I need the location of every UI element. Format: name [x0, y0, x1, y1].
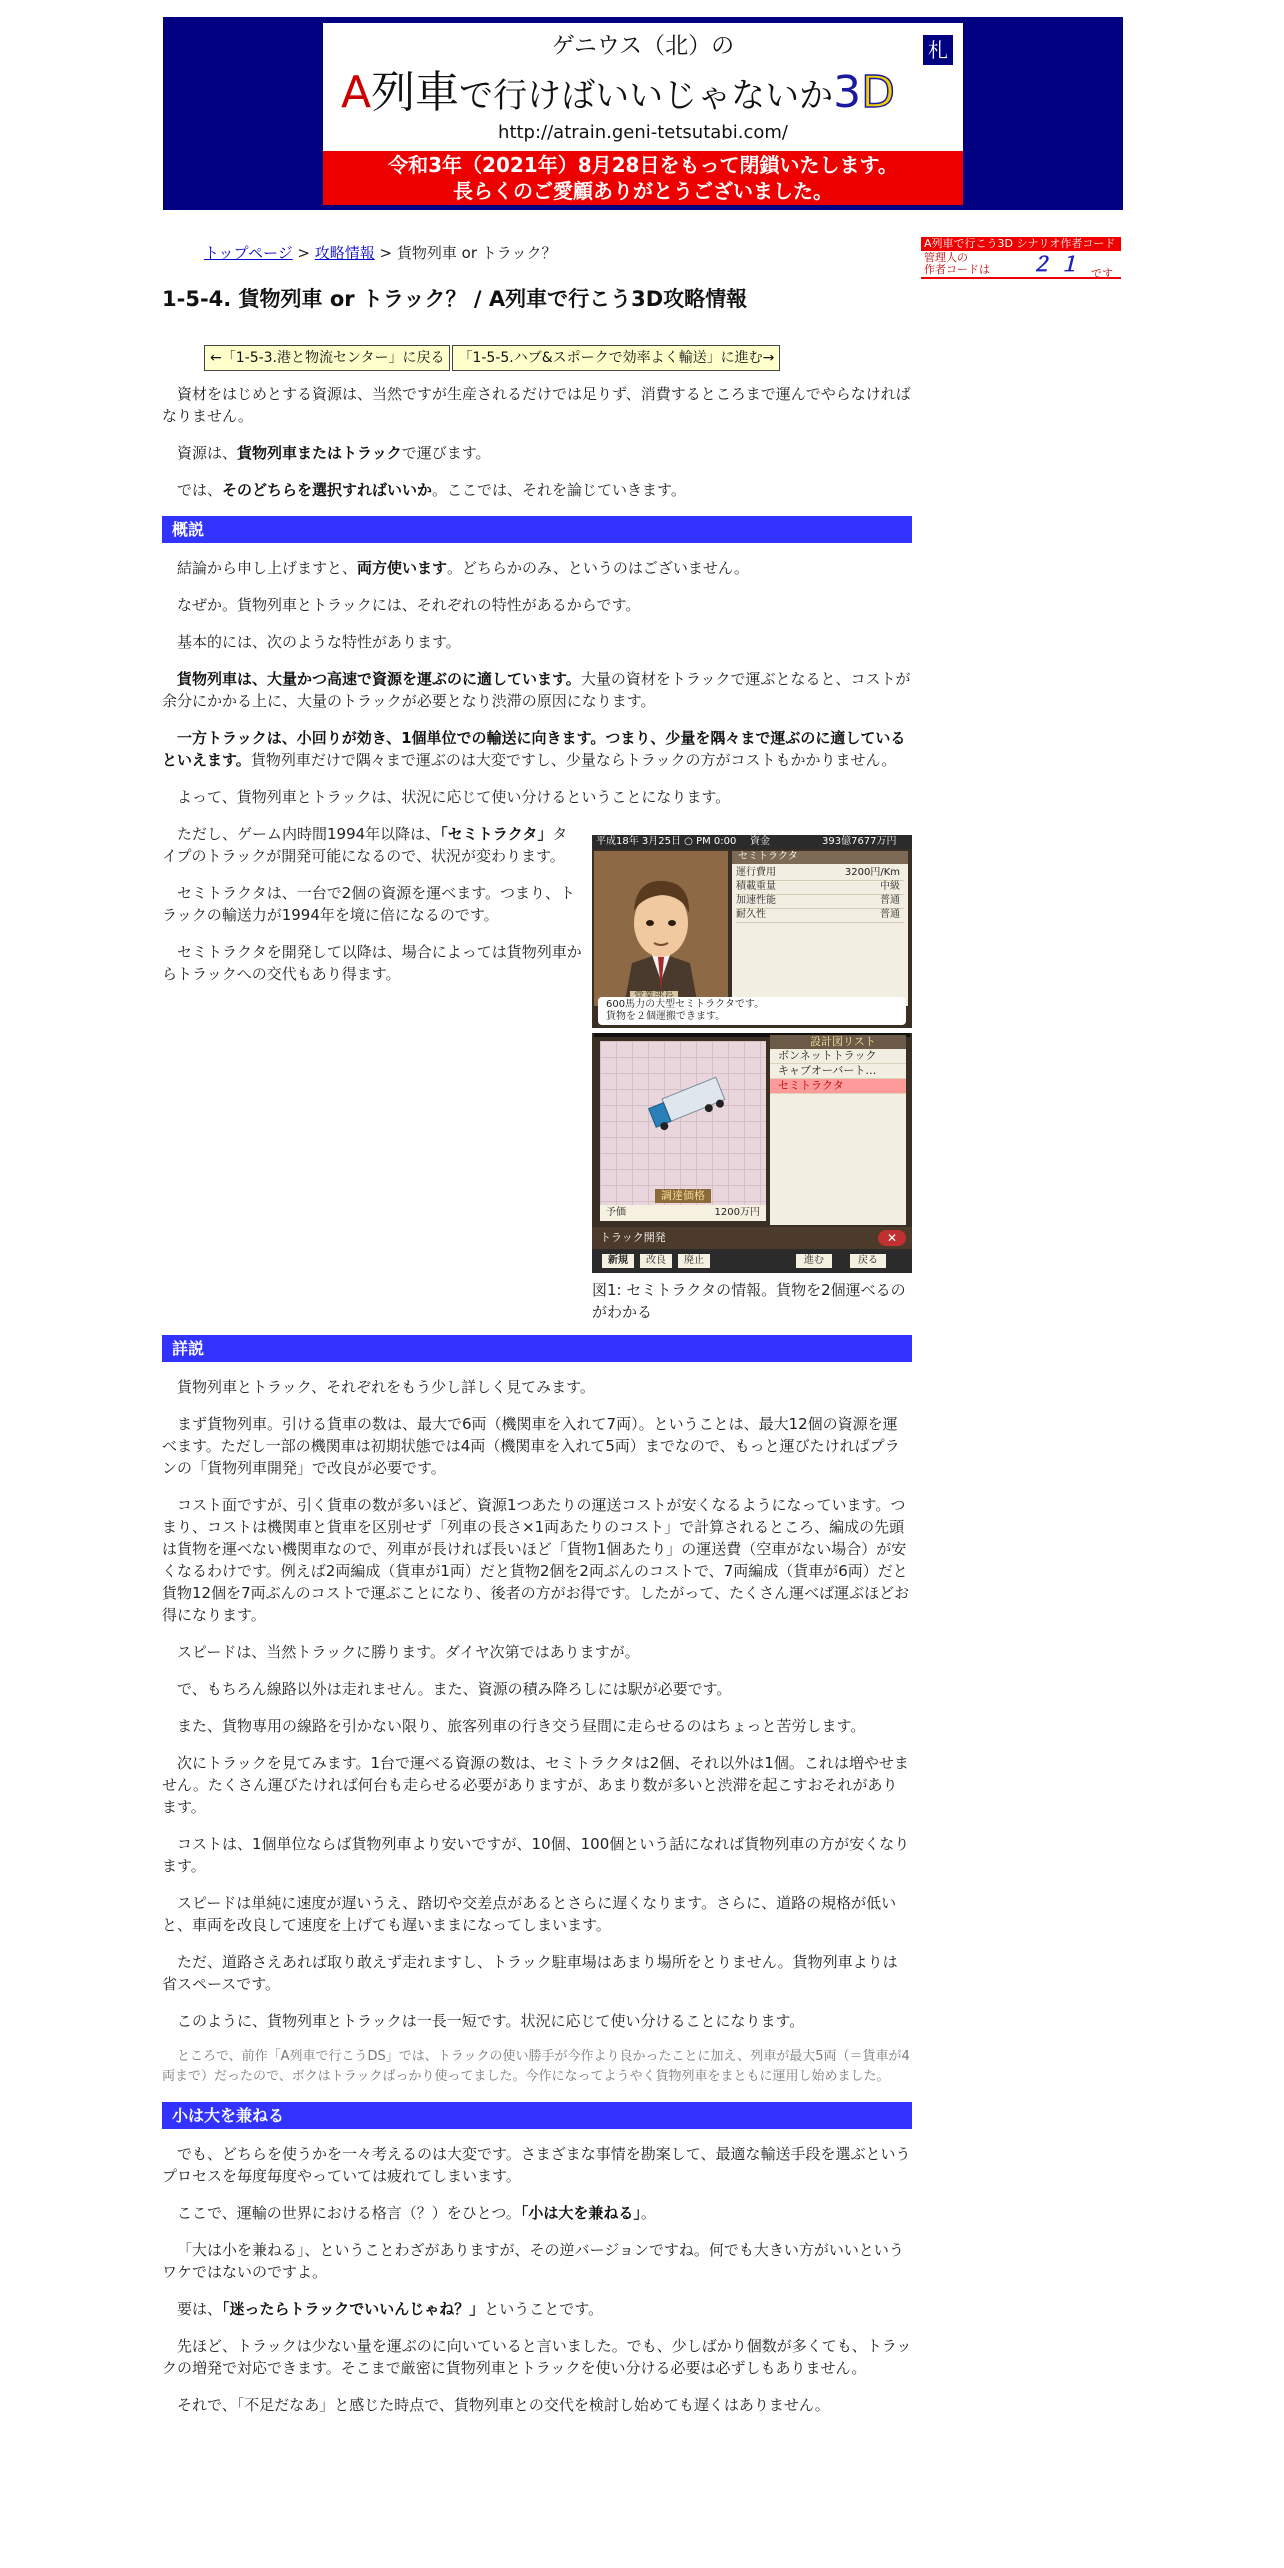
ss2-button-bar — [592, 1249, 912, 1273]
details-note: ところで、前作「A列車で行こうDS」では、トラックの使い勝手が今作より良かったことに加え、列車が最大5両（＝貨車が4両まで）だったので、ボクはトラックばっかり使ってました。今作になってようやく貨物列車をまともに運用し始めました。 — [162, 2049, 910, 2084]
ss2-back-button[interactable]: 戻る — [850, 1254, 886, 1268]
ss2-new-button[interactable]: 新規 — [602, 1254, 634, 1268]
ss1-spec-key: 耐久性 — [736, 909, 766, 920]
mx-p2-a: ここで、運輸の世界における格言（？）をひとつ。 — [177, 2204, 521, 2222]
ss2-next-button[interactable]: 進む — [796, 1254, 832, 1268]
details-paragraph-11: このように、貨物列車とトラックは一長一短です。状況に応じて使い分けることになります。 — [177, 2012, 805, 2030]
figure-1 — [592, 835, 912, 1323]
ss1-spec-panel — [732, 851, 908, 1006]
overview-paragraph-8: セミトラクタは、一台で2個の資源を運べます。つまり、トラックの輸送力が1994年を境に倍になるのです。 — [162, 884, 576, 924]
details-paragraph-6: また、貨物専用の線路を引かない限り、旅客列車の行き交う昼間に走らせるのはちょっと苦労します。 — [177, 1717, 866, 1735]
details-paragraph-10: ただ、道路さえあれば取り敢えず走れますし、トラック駐車場はあまり場所をとりません。貨物列車よりは省スペースです。 — [162, 1953, 898, 1993]
banner-subtitle: ゲニウス（北）の — [551, 33, 735, 59]
semitractor-block — [162, 823, 912, 1335]
ss1-spec-row — [736, 881, 904, 895]
ss1-spec-key: 運行費用 — [736, 867, 776, 878]
author-code-label-1: 管理人の — [924, 251, 968, 264]
closing-notice — [323, 151, 963, 205]
ss2-discontinue-button[interactable]: 廃止 — [678, 1254, 710, 1268]
sapporo-badge: 札 — [923, 35, 953, 65]
overview-paragraph-3: 基本的には、次のような特性があります。 — [177, 633, 461, 651]
chapter-nav — [204, 345, 782, 371]
mx-p2-b: 「小は大を兼ねる」 — [520, 2204, 641, 2222]
ss2-title-bar — [592, 1227, 912, 1249]
ss2-budget: 1200万円 — [714, 1207, 760, 1218]
game-screenshot-vehicle-info — [592, 835, 912, 1028]
ss1-spec-value: 普通 — [880, 909, 900, 920]
breadcrumb-guide-link[interactable]: 攻略情報 — [314, 244, 375, 262]
banner-url: http://atrain.geni-tetsutabi.com/ — [498, 122, 788, 143]
mx-p4-c: ということです。 — [484, 2300, 604, 2318]
ov-p7-b: 「セミトラクタ」 — [440, 825, 553, 843]
ss1-message-1: 600馬力の大型セミトラクタです。 — [606, 999, 765, 1010]
author-code-body — [921, 251, 1121, 279]
ss1-portrait-bg — [594, 851, 728, 1006]
ss2-list-items — [770, 1049, 906, 1094]
intro-p3-a: では、 — [177, 481, 223, 499]
breadcrumb-current: 貨物列車 or トラック？ — [396, 244, 557, 262]
ov-p1-b: 両方使います — [357, 559, 448, 577]
details-paragraph-8: コストは、1個単位ならば貨物列車より安いですが、10個、100個という話になれば貨物列車の方が安くなります。 — [162, 1835, 910, 1875]
intro-p2-c: で運びます。 — [401, 444, 491, 462]
closing-line-2: 長らくのご愛顧ありがとうございました。 — [453, 179, 833, 203]
semi-tractor-icon — [600, 1041, 766, 1191]
overview-paragraph-6: よって、貨物列車とトラックは、状況に応じて使い分けるということになります。 — [177, 788, 731, 806]
intro-p2-b: 貨物列車またはトラック — [237, 444, 402, 462]
mx-p4-a: 要は、 — [177, 2300, 223, 2318]
overview-paragraph-1 — [162, 557, 912, 579]
intro-paragraph-3 — [162, 479, 912, 501]
ov-p4-c: 大量の資材をトラックで運ぶとなると、コストが余分にかかる上に、大量のトラックが必要となり渋滞の原因になります。 — [162, 670, 911, 710]
author-code-label — [924, 252, 990, 276]
figure-1-caption: 図1: セミトラクタの情報。貨物を2個運べるのがわかる — [592, 1281, 906, 1321]
banner-title-a: A — [341, 67, 372, 118]
banner-title-d: D — [861, 67, 895, 118]
ov-p5-c: 貨物列車だけで隅々まで運ぶのは大変ですし、少量ならトラックの方がコストもかかりません。 — [250, 751, 897, 769]
ss1-spec-key: 加速性能 — [736, 895, 776, 906]
details-paragraph-3: コスト面ですが、引く貨車の数が多いほど、資源1つあたりの運送コストが安くなるようになっています。つまり、コストは機関車と貨車を区別せず「列車の長さ×1両あたりのコスト」で計算されるところ、編成の先頭は貨物を運べない機関車なので、列車が長ければ長いほど「貨物1個あたり」の運送費（空車がない場合）が安くなるわけです。例えば2両編成（貨車が1両）だと貨物2個を2両ぶんのコストで、7両編成（貨車が6両）だと貨物12個を7両ぶんのコストで運ぶことになり、後者の方がお得です。したがって、たくさん運べば運ぶほどお得になります。 — [162, 1496, 910, 1624]
prev-chapter-button[interactable]: ←「1-5-3.港と物流センター」に戻る — [204, 345, 450, 371]
banner-title-main: 列車 — [371, 67, 460, 118]
site-banner[interactable] — [163, 17, 1123, 210]
ov-p1-c: 。どちらかのみ、というのはございません。 — [447, 559, 749, 577]
ss1-funds-label: 資金 — [750, 836, 770, 847]
intro-p3-b: そのどちらを選択すればいいか — [222, 481, 433, 499]
ss1-spec-rows — [736, 867, 904, 923]
ss1-message-2: 貨物を２個運搬できます。 — [606, 1011, 726, 1022]
article-body — [162, 383, 912, 2431]
ss1-spec-row — [736, 867, 904, 881]
ss1-message-box — [598, 997, 906, 1025]
manager-portrait-icon — [594, 851, 728, 1006]
ov-p5-b: 一方トラックは、小回りが効き、1個単位での輸送に向きます。つまり、少量を隅々まで運ぶのに適しているといえます。 — [162, 729, 906, 769]
game-screenshot-truck-development — [592, 1033, 912, 1273]
section-heading-overview: 概説 — [162, 516, 912, 543]
ss1-funds: 393億7677万円 — [822, 836, 897, 847]
banner-title — [341, 67, 895, 122]
details-paragraph-5: で、もちろん線路以外は走れません。また、資源の積み降ろしには駅が必要です。 — [177, 1680, 732, 1698]
section-heading-small-over-large: 小は大を兼ねる — [162, 2102, 912, 2129]
breadcrumb-top-link[interactable]: トップページ — [204, 244, 293, 262]
overview-paragraph-5 — [162, 727, 912, 771]
ss2-price-label: 調達価格 — [655, 1189, 711, 1203]
ss2-list-item[interactable]: ボンネットトラック — [770, 1049, 906, 1064]
ov-p7-c: タイプのトラックが開発可能になるので、状況が変わります。 — [162, 825, 568, 865]
details-paragraph-1: 貨物列車とトラック、それぞれをもう少し詳しく見てみます。 — [177, 1378, 595, 1396]
page-title: 1-5-4. 貨物列車 or トラック？ / A列車で行こう3D攻略情報 — [162, 287, 748, 311]
details-paragraph-9: スピードは単純に速度が遅いうえ、踏切や交差点があるとさらに遅くなります。さらに、道路の規格が低いと、車両を改良して速度を上げても遅いままになってしまいます。 — [162, 1894, 897, 1934]
mx-p4-b: 「迷ったらトラックでいいんじゃね？」 — [222, 2300, 485, 2318]
ss1-date: 平成18年 3月25日 ○ PM 0:00 — [596, 836, 737, 847]
banner-inner — [323, 23, 963, 204]
ss1-spec-value: 3200円/Km — [844, 867, 900, 878]
next-chapter-button[interactable]: 「1-5-5.ハブ&スポークで効率よく輸送」に進む→ — [452, 345, 780, 371]
details-paragraph-4: スピードは、当然トラックに勝ります。ダイヤ次第ではありますが。 — [177, 1643, 640, 1661]
ss2-improve-button[interactable]: 改良 — [640, 1254, 672, 1268]
ov-p7-a: ただし、ゲーム内時間1994年以降は、 — [177, 825, 441, 843]
maxim-paragraph-1: でも、どちらを使うかを一々考えるのは大変です。さまざまな事情を勘案して、最適な輸送手段を選ぶというプロセスを毎度毎度やっていては疲れてしまいます。 — [162, 2145, 911, 2185]
ss1-spec-row — [736, 895, 904, 909]
author-code-label-2: 作者コードは — [924, 263, 990, 276]
overview-paragraph-2: なぜか。貨物列車とトラックには、それぞれの特性があるからです。 — [177, 596, 641, 614]
banner-title-3: 3 — [833, 67, 862, 118]
ss2-budget-row — [600, 1205, 766, 1221]
maxim-paragraph-4 — [162, 2298, 912, 2320]
ss2-blueprint-grid — [600, 1041, 766, 1221]
maxim-paragraph-2 — [162, 2202, 912, 2224]
ov-p1-a: 結論から申し上げますと、 — [177, 559, 358, 577]
overview-paragraph-4 — [162, 668, 912, 712]
ss2-bar-title: トラック開発 — [600, 1231, 666, 1244]
closing-line-1: 令和3年（2021年）8月28日をもって閉鎖いたします。 — [388, 153, 898, 177]
intro-paragraph-2 — [162, 442, 912, 464]
details-paragraph-7: 次にトラックを見てみます。1台で運べる資源の数は、セミトラクタは2個、それ以外は1個。これは増やせません。たくさん運びたければ何台も走らせる必要がありますが、あまり数が多いと渋滞を起こすおそれがあります。 — [162, 1754, 909, 1816]
ss2-list-item[interactable]: セミトラクタ — [770, 1079, 906, 1094]
section-heading-details: 詳説 — [162, 1335, 912, 1362]
author-code-suffix: です — [1091, 267, 1113, 280]
ss2-list-title: 設計図リスト — [770, 1035, 906, 1049]
semitractor-text — [162, 823, 582, 985]
overview-paragraph-9: セミトラクタを開発して以降は、場合によっては貨物列車からトラックへの交代もあり得ます。 — [162, 943, 582, 983]
overview-paragraph-7 — [162, 823, 582, 867]
mx-p2-c: 。 — [640, 2204, 656, 2222]
author-code-value: ２１ — [1031, 252, 1087, 276]
ss1-spec-row — [736, 909, 904, 923]
maxim-paragraph-3: 「大は小を兼ねる」、ということわざがありますが、その逆バージョンですね。何でも大きい方がいいというワケではないのですよ。 — [162, 2241, 904, 2281]
intro-paragraph-1: 資材をはじめとする資源は、当然ですが生産されるだけでは足りず、消費するところまで運んでやらなければなりません。 — [162, 385, 911, 425]
ss1-spec-value: 普通 — [880, 895, 900, 906]
ss1-spec-key: 積載重量 — [736, 881, 776, 892]
breadcrumb-sep-1: > — [292, 244, 315, 262]
ov-p4-b: 貨物列車は、大量かつ高速で資源を運ぶのに適しています。 — [177, 670, 581, 688]
close-icon[interactable]: ✕ — [878, 1230, 906, 1246]
ss2-list-item[interactable]: キャブオーバート… — [770, 1064, 906, 1079]
ss2-blueprint-list — [770, 1035, 906, 1225]
ss2-budget-label: 予価 — [606, 1207, 626, 1218]
breadcrumb-sep-2: > — [374, 244, 397, 262]
banner-title-mid: で行けばいいじゃないか — [459, 76, 834, 116]
breadcrumb — [204, 242, 556, 264]
maxim-paragraph-6: それで、「不足だなあ」と感じた時点で、貨物列車との交代を検討し始めても遅くはありません。 — [177, 2396, 830, 2414]
ss1-spec-value: 中級 — [880, 881, 900, 892]
maxim-paragraph-5: 先ほど、トラックは少ない量を運ぶのに向いていると言いました。でも、少しばかり個数が多くても、トラックの増発で対応できます。そこまで厳密に貨物列車とトラックを使い分ける必要は必ずしもありません。 — [162, 2337, 912, 2377]
intro-p3-c: 。ここでは、それを論じていきます。 — [432, 481, 686, 499]
details-paragraph-2: まず貨物列車。引ける貨車の数は、最大で6両（機関車を入れて7両）。ということは、最大12個の資源を運べます。ただし一部の機関車は初期状態では4両（機関車を入れて5両）までなので、もっと運びたければプランの「貨物列車開発」で改良が必要です。 — [162, 1415, 900, 1477]
intro-p2-a: 資源は、 — [177, 444, 238, 462]
ss1-vehicle-name: セミトラクタ — [732, 851, 908, 864]
author-code-title: A列車で行こう3D シナリオ作者コード — [921, 237, 1121, 251]
author-code-box — [921, 237, 1121, 279]
